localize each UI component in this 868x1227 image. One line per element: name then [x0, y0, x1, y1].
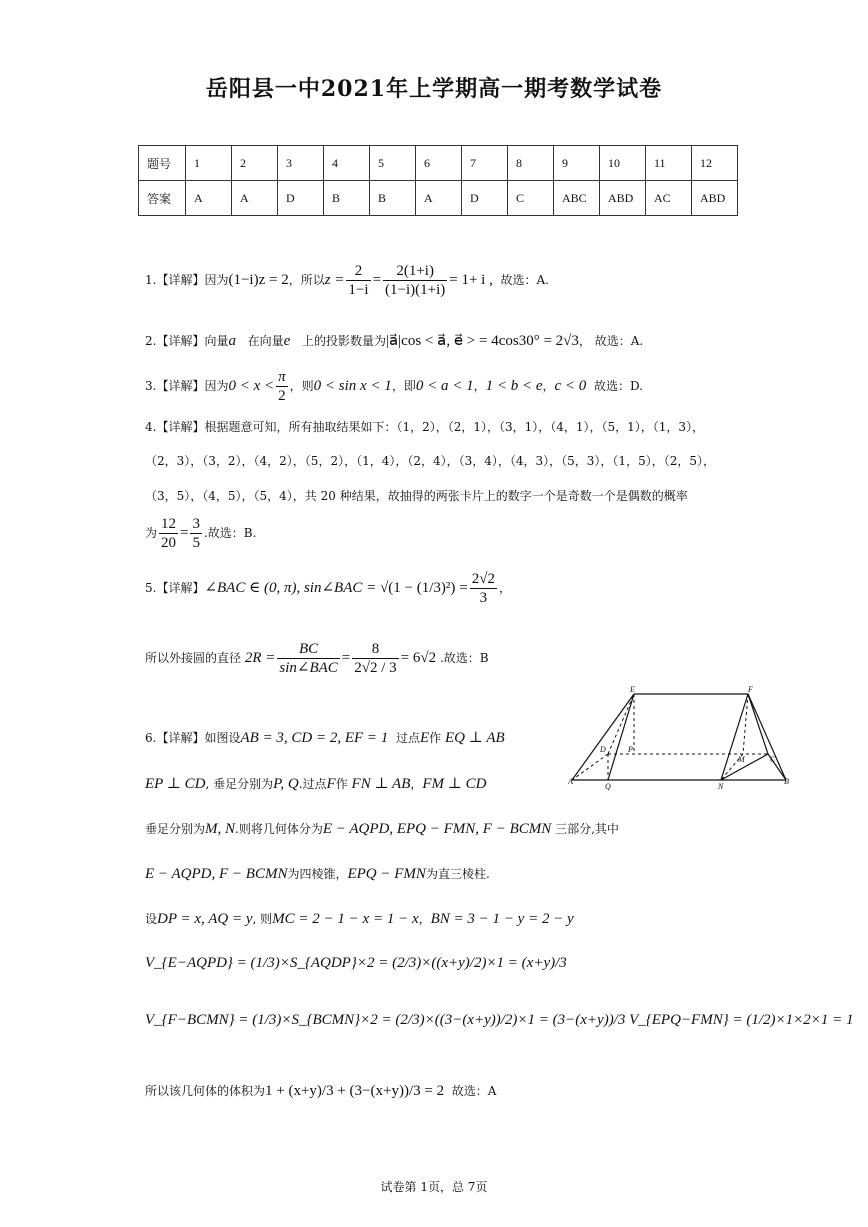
q3-lead: 3.【详解】因为	[145, 379, 229, 393]
answer-cell: ABC	[554, 181, 600, 216]
q4-tail: .故选：B.	[203, 526, 257, 540]
q3-tail: 故选：D.	[593, 379, 643, 393]
fraction: $\frac{8}{2√2 / 3}$	[354, 641, 397, 676]
answer-cell: ABD	[600, 181, 646, 216]
q6-expr: E	[419, 730, 430, 746]
question-number-cell: 6	[416, 146, 462, 181]
question-number-cell: 12	[692, 146, 738, 181]
answer-cell: AC	[646, 181, 692, 216]
q6-expr: 1 + (x+y)/3 + (3−(x+y))/3 = 2	[265, 1083, 445, 1099]
fraction: $\frac{2(1+i)}{(1-i)(1+i)}$	[385, 263, 446, 298]
label-N: N	[718, 782, 724, 791]
q6-text: 设	[145, 912, 158, 926]
q4-line2: （2，3），（3，2），（4，2），（5，2），（1，4），（2，4），（3，4），（4，3），（5，3），（1，5），（2，5），	[145, 454, 715, 468]
q5-tail: .故选：B	[439, 651, 489, 665]
q6-expr: EP ⊥ CD	[145, 776, 206, 792]
q1-tail: 故选：A.	[500, 273, 549, 287]
q1-lead: 1.【详解】因为	[145, 273, 229, 287]
answer-cell: C	[508, 181, 554, 216]
q6-text: 为直三棱柱.	[425, 867, 490, 881]
q6-text: 三部分,其中	[555, 822, 619, 836]
q6-text: , 则	[252, 912, 273, 926]
q3-expr: 0 < sin x < 1	[313, 378, 392, 394]
question-number-cell: 5	[370, 146, 416, 181]
answer-table	[138, 145, 738, 216]
q6-text: 所以该几何体的体积为	[145, 1084, 266, 1098]
q1-line: 1.【详解】因为(1−i)z = 2，所以z = $\frac{2}{1-i}$ = $\frac{2(1+i)}{(1-i)(1+i)}$ = 1+ i , 故选：A.	[145, 263, 549, 298]
label-C: C	[770, 755, 776, 764]
equals: =	[341, 650, 351, 666]
equals: =	[459, 580, 468, 596]
q6-text: ，	[418, 912, 431, 926]
label-Q: Q	[605, 782, 611, 791]
q6-line8	[145, 1082, 496, 1100]
q6-expr: FM ⊥ CD	[422, 776, 487, 792]
q4-line4	[145, 515, 256, 552]
q1-text: ，所以	[288, 273, 325, 287]
answer-cell: D	[462, 181, 508, 216]
q6-expr: DP = x, AQ = y	[157, 911, 253, 927]
q6-expr: EPQ − FMN	[347, 866, 426, 882]
fraction: $\frac{2√2}{3}$	[471, 571, 495, 606]
question-number-cell: 4	[324, 146, 370, 181]
equals: =	[180, 525, 189, 541]
q3-expr: c < 0	[554, 378, 587, 394]
answer-cell: B	[370, 181, 416, 216]
q3-expr: 1 < b < e	[485, 378, 543, 394]
page-title: 岳阳县一中2021年上学期高一期考数学试卷	[205, 76, 663, 102]
fraction: $\frac{12}{20}$	[161, 516, 177, 551]
q1-expr: (1−i)z = 2	[228, 272, 289, 288]
fraction: $\frac{3}{5}$	[192, 516, 200, 551]
q4-text: 为	[145, 526, 158, 540]
q3-text: ，则	[289, 379, 314, 393]
q6-text: 6.【详解】如图设	[145, 731, 241, 745]
row-label: 题号	[139, 146, 186, 181]
q5-line1	[145, 570, 511, 607]
q5-text: ，	[498, 581, 511, 595]
q6-expr: AB = 3, CD = 2, EF = 1	[240, 730, 389, 746]
q2-tail: ， 故选：A.	[578, 334, 644, 348]
q6-line5	[145, 910, 574, 928]
question-number-cell: 2	[232, 146, 278, 181]
label-E: E	[630, 686, 635, 694]
q6-expr: MC = 2 − 1 − x = 1 − x	[272, 911, 419, 927]
label-A: A	[568, 777, 573, 786]
q6-text: 垂足分别为	[145, 822, 206, 836]
q2-text: 上的投影数量为	[301, 334, 386, 348]
question-number-cell: 8	[508, 146, 554, 181]
question-number-cell: 9	[554, 146, 600, 181]
q6-text: , 垂足分别为	[205, 777, 274, 791]
q2-line	[145, 331, 643, 350]
q6-expr: P, Q	[273, 776, 299, 792]
q3-expr: 0 < a < 1	[415, 378, 474, 394]
q3-text: ，	[542, 379, 555, 393]
q5-expr: = 6√2	[400, 650, 437, 666]
question-number-cell: 11	[646, 146, 692, 181]
q6-text: 为四棱锥，	[287, 867, 348, 881]
label-D: D	[600, 745, 606, 754]
q6-text: .则将几何体分为	[235, 822, 323, 836]
q4-line1: 4.【详解】根据题意可知，所有抽取结果如下：（1，2），（2，1），（3，1），（4，1），（5，1），（1，3），	[145, 420, 705, 434]
label-M: M	[738, 755, 745, 764]
q6-line1	[145, 728, 505, 747]
q6-text: ，	[410, 777, 423, 791]
label-F: F	[748, 686, 753, 694]
q6-line7: V_{F−BCMN} = (1/3)×S_{BCMN}×2 = (2/3)×((3−(x+y))/2)×1 = (3−(x+y))/3 V_{EPQ−FMN} = (1/2)×1×2×1 = 1	[145, 1012, 854, 1028]
q5-root: √(1 − (1/3)²)	[380, 580, 456, 596]
q6-expr: F	[326, 776, 336, 792]
fraction: $\frac{2}{1-i}$	[348, 263, 369, 298]
q2-text: 在向量	[247, 334, 284, 348]
q6-line6: V_{E−AQPD} = (1/3)×S_{AQDP}×2 = (2/3)×((x+y)/2)×1 = (x+y)/3	[145, 955, 567, 971]
question-number-cell: 1	[186, 146, 232, 181]
q5-line2	[145, 640, 489, 677]
answer-cell: B	[324, 181, 370, 216]
q4-line3: （3，5），（4，5），（5，4），共 20 种结果，故抽得的两张卡片上的数字一个是奇数一个是偶数的概率	[145, 489, 688, 503]
table-row	[139, 146, 738, 181]
q6-text: 作	[335, 777, 348, 791]
q6-line2	[145, 774, 487, 793]
question-number-cell: 7	[462, 146, 508, 181]
answer-cell: A	[186, 181, 232, 216]
geometry-figure	[568, 686, 792, 792]
answer-cell: ABD	[692, 181, 738, 216]
table-row	[139, 181, 738, 216]
q1-expr: = 1+ i ,	[449, 272, 493, 288]
q6-expr: E − AQPD, EPQ − FMN, F − BCMN	[322, 821, 552, 837]
q1-expr: z =	[324, 272, 345, 288]
q3-text: ，	[473, 379, 486, 393]
q5-text: 所以外接圆的直径	[145, 651, 242, 665]
question-number-cell: 3	[278, 146, 324, 181]
q6-expr: M, N	[205, 821, 236, 837]
q6-expr: BN = 3 − 1 − y = 2 − y	[430, 911, 574, 927]
question-number-cell: 10	[600, 146, 646, 181]
answer-cell: D	[278, 181, 324, 216]
answer-cell: A	[232, 181, 278, 216]
q2-lead: 2.【详解】向量	[145, 334, 229, 348]
q2-vec: a⃗	[228, 333, 248, 349]
q5-expr: ∠BAC ∈ (0, π), sin∠BAC =	[204, 580, 377, 596]
q6-line4	[145, 865, 490, 883]
q5-lead: 5.【详解】	[145, 581, 205, 595]
q3-text: ，即	[391, 379, 416, 393]
q6-text: 作	[429, 731, 442, 745]
q5-expr: 2R =	[244, 650, 276, 666]
q6-expr: FN ⊥ AB	[351, 776, 411, 792]
q6-expr: E − AQPD, F − BCMN	[145, 866, 288, 882]
q3-expr: 0 < x <	[228, 378, 275, 394]
q6-tail: 故选：A	[451, 1084, 497, 1098]
q6-text: .过点	[298, 777, 327, 791]
q6-line3	[145, 820, 619, 838]
page-footer: 试卷第 1页，总 7页	[380, 1180, 488, 1194]
q3-line	[145, 368, 643, 405]
answer-cell: A	[416, 181, 462, 216]
fraction: $\frac{BC}{\text{sin∠BAC}}$	[279, 641, 338, 676]
q2-expr: |a⃗|cos < a⃗, e⃗ > = 4cos30° = 2√3	[385, 333, 579, 349]
label-B: B	[784, 777, 789, 786]
label-P: P	[628, 745, 633, 754]
q2-vec: e⃗	[283, 333, 302, 349]
row-label: 答案	[139, 181, 186, 216]
fraction: $\frac{\pi}{2}$	[278, 369, 286, 404]
q6-text: 过点	[395, 731, 420, 745]
q6-expr: EQ ⊥ AB	[444, 730, 505, 746]
